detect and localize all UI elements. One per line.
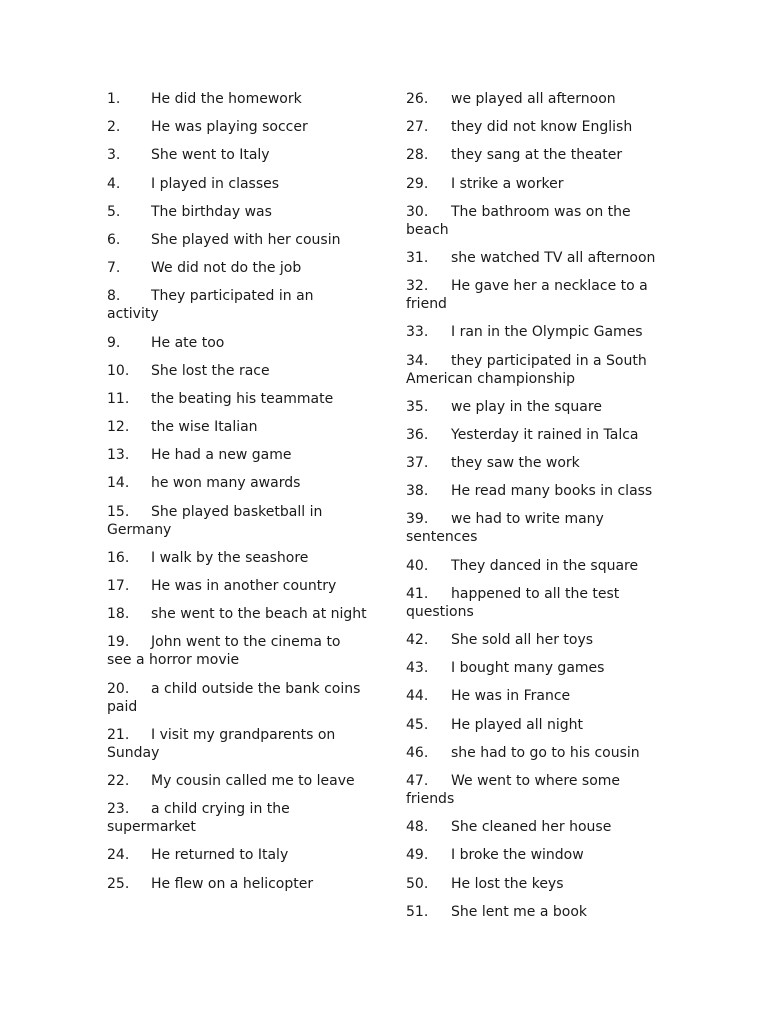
list-item [107,390,369,408]
item-text: we had to write many sentences [406,511,604,546]
list-item [406,277,666,313]
list-item [107,875,369,893]
item-number: 26. [406,91,429,107]
list-item [406,846,666,864]
list-item [406,772,666,808]
item-number: 13. [107,447,130,464]
list-item [406,249,666,267]
item-text: He gave her a necklace to a friend [406,278,648,313]
item-number: 31. [406,249,429,266]
item-number: 48. [406,819,429,836]
item-text: John went to the cinema to see a horror movie [107,634,341,669]
list-item [406,818,666,836]
list-item [107,726,369,762]
item-number: 42. [406,632,429,648]
item-text: a child outside the bank coins paid [107,680,361,715]
item-number: 29. [406,175,429,192]
item-number: 34. [406,352,429,369]
item-text: we played all afternoon [451,91,616,107]
item-text: She played with her cousin [151,231,341,248]
list-item [107,549,369,567]
item-number: 50. [406,875,429,892]
item-number: 27. [406,119,429,136]
list-item [406,903,666,921]
list-item [406,557,666,575]
item-text: He was in France [451,688,571,705]
item-number: 6. [107,231,121,248]
item-number: 45. [406,716,429,733]
item-number: 25. [107,875,130,892]
list-item [406,744,666,762]
item-number: 23. [107,801,130,818]
item-text: My cousin called me to leave [151,772,355,789]
item-number: 33. [406,324,429,341]
list-item [406,659,666,677]
item-text: Yesterday it rained in Talca [451,426,639,443]
item-number: 3. [107,147,121,164]
item-text: She sold all her toys [451,632,594,648]
item-number: 9. [107,334,121,351]
item-text: they saw the work [451,455,580,472]
item-number: 24. [107,847,130,864]
list-item [107,203,369,221]
item-text: she went to the beach at night [151,606,367,623]
list-item [406,175,666,193]
list-item [107,800,369,836]
item-number: 11. [107,390,130,407]
item-text: She lent me a book [451,903,587,920]
item-text: He did the homework [151,91,302,107]
list-item [107,175,369,193]
list-item [406,716,666,734]
item-text: We did not do the job [151,260,302,277]
item-text: he won many awards [151,475,301,492]
list-item [406,352,666,388]
item-number: 30. [406,203,429,220]
item-text: I played in classes [151,175,280,192]
item-text: They danced in the square [451,557,639,574]
list-item [107,577,369,595]
item-number: 46. [406,744,429,761]
item-text: He read many books in class [451,483,653,500]
item-number: 22. [107,772,130,789]
list-item [107,633,369,669]
item-text: they participated in a South American championship [406,352,647,387]
list-item [107,90,369,108]
item-text: He was in another country [151,578,337,594]
list-item [107,362,369,380]
sentence-list-left [107,90,369,903]
item-number: 10. [107,362,130,379]
item-number: 39. [406,511,429,528]
item-number: 36. [406,426,429,443]
item-number: 37. [406,455,429,472]
item-number: 5. [107,203,121,220]
list-item [406,687,666,705]
item-text: He lost the keys [451,875,564,892]
item-number: 15. [107,503,130,520]
item-number: 19. [107,634,130,651]
list-item [107,680,369,716]
item-number: 12. [107,419,130,436]
list-item [107,772,369,790]
item-text: I strike a worker [451,175,564,192]
item-text: He was playing soccer [151,119,308,136]
list-item [406,323,666,341]
item-number: 35. [406,398,429,415]
list-item [107,231,369,249]
list-item [107,605,369,623]
item-text: She cleaned her house [451,819,612,836]
item-text: I broke the window [451,847,584,864]
item-text: She played basketball in Germany [107,503,323,538]
list-item [406,426,666,444]
item-text: She lost the race [151,362,270,379]
list-item [406,631,666,649]
item-text: she watched TV all afternoon [451,249,656,266]
item-text: The birthday was [151,203,272,220]
item-text: a child crying in the supermarket [107,801,290,836]
item-number: 8. [107,288,121,305]
list-item [406,398,666,416]
item-text: the beating his teammate [151,390,334,407]
sentence-list-right [406,90,666,931]
item-text: they did not know English [451,119,633,136]
item-text: I ran in the Olympic Games [451,324,643,341]
item-number: 18. [107,606,130,623]
list-item [406,454,666,472]
item-text: happened to all the test questions [406,585,620,620]
item-number: 47. [406,772,429,789]
item-number: 49. [406,847,429,864]
item-number: 7. [107,260,121,277]
item-text: she had to go to his cousin [451,744,640,761]
item-number: 41. [406,585,429,602]
item-number: 1. [107,91,121,107]
item-text: I bought many games [451,660,605,677]
item-text: the wise Italian [151,419,258,436]
item-number: 38. [406,483,429,500]
item-number: 16. [107,549,130,566]
item-number: 21. [107,726,130,743]
item-text: He returned to Italy [151,847,289,864]
list-item [406,90,666,108]
item-text: He had a new game [151,447,292,464]
list-item [107,503,369,539]
list-item [406,585,666,621]
item-number: 43. [406,660,429,677]
item-number: 44. [406,688,429,705]
item-text: I walk by the seashore [151,549,309,566]
item-number: 20. [107,680,130,697]
list-item [406,146,666,164]
list-item [107,259,369,277]
item-text: She went to Italy [151,147,270,164]
item-number: 51. [406,903,429,920]
list-item [107,287,369,323]
item-number: 2. [107,119,121,136]
item-number: 32. [406,278,429,295]
item-text: we play in the square [451,398,602,415]
item-text: I visit my grandparents on Sunday [107,726,336,761]
item-text: They participated in an activity [107,288,314,323]
list-item [406,510,666,546]
list-item [107,418,369,436]
list-item [107,146,369,164]
item-text: they sang at the theater [451,147,623,164]
item-text: He played all night [451,716,584,733]
item-number: 4. [107,175,121,192]
item-number: 28. [406,147,429,164]
list-item [406,482,666,500]
item-number: 40. [406,557,429,574]
list-item [107,474,369,492]
list-item [406,203,666,239]
list-item [406,875,666,893]
list-item [107,446,369,464]
item-number: 14. [107,475,130,492]
item-text: We went to where some friends [406,772,621,807]
item-number: 17. [107,578,130,594]
item-text: The bathroom was on the beach [406,203,631,238]
item-text: He flew on a helicopter [151,875,314,892]
list-item [107,334,369,352]
list-item [406,118,666,136]
item-text: He ate too [151,334,225,351]
list-item [107,846,369,864]
list-item [107,118,369,136]
